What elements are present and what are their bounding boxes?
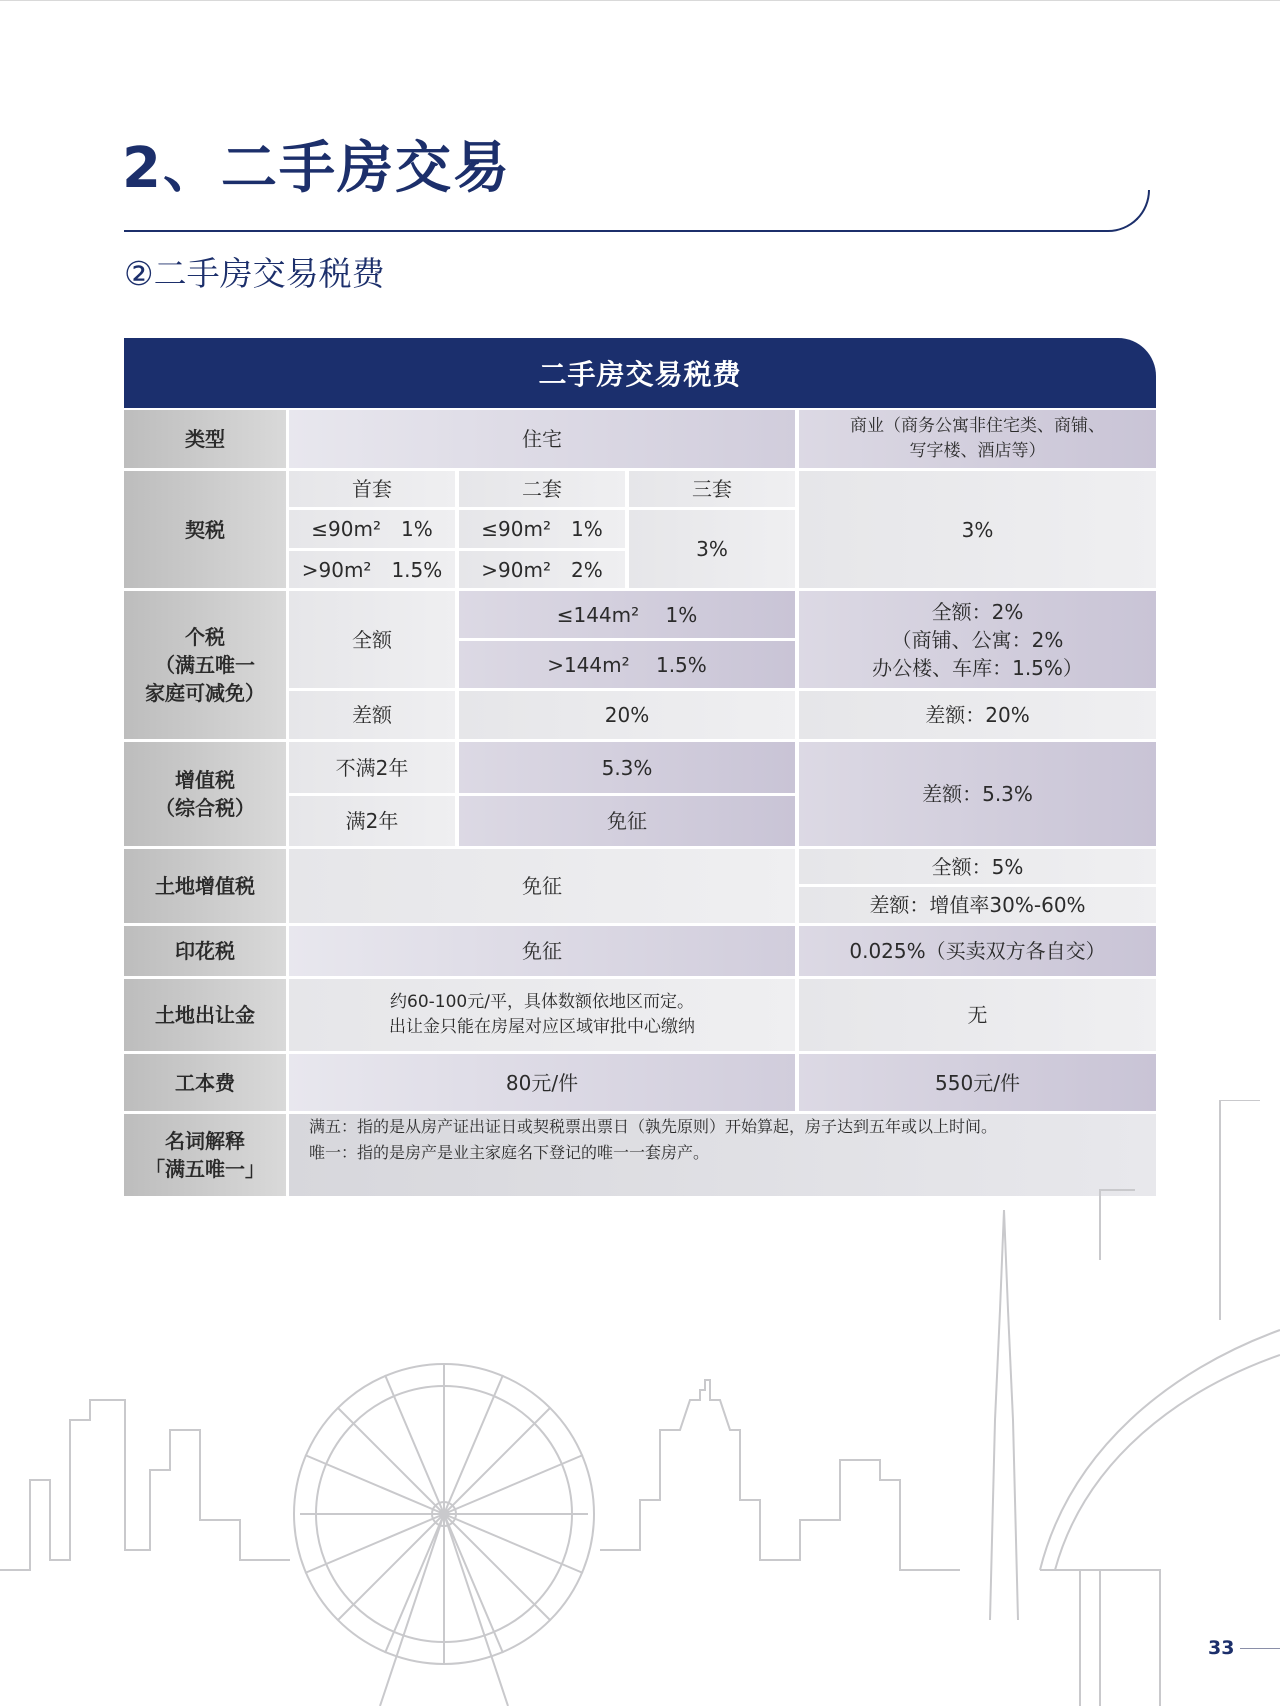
glossary-line-man-wu: 满五：指的是从房产证出证日或契税票出票日（孰先原则）开始算起，房子达到五年或以上时间。 [309,1117,998,1136]
land-fee-residential [289,979,795,1051]
label-stamp-tax: 印花税 [124,926,286,976]
title-underline [124,190,1150,232]
income-commercial-full-line1: 全额：2% [931,599,1024,624]
glossary-label-line1: 名词解释 [165,1129,245,1153]
deed-second-le90: ≤90m² 1% [459,510,625,548]
label-land-vat: 土地增值税 [124,849,286,923]
vat-label-line2: （综合税） [155,796,255,820]
deed-third-value: 3% [629,510,795,588]
vat-commercial: 差额：5.3% [799,742,1156,846]
income-full-label: 全额 [289,591,455,688]
label-type: 类型 [124,410,286,468]
city-skyline-illustration [0,1100,1280,1706]
income-commercial-full-line2: （商铺、公寓：2% [891,627,1064,652]
land-fee-commercial: 无 [799,979,1156,1051]
type-residential: 住宅 [289,410,795,468]
vat-label-line1: 增值税 [175,768,235,792]
section-subtitle: ②二手房交易税费 [124,254,385,293]
deed-commercial-value: 3% [799,471,1156,588]
deed-first-le90: ≤90m² 1% [289,510,455,548]
type-commercial-line1: 商业（商务公寓非住宅类、商铺、 [850,416,1105,436]
glossary-line-wei-yi: 唯一：指的是房产是业主家庭名下登记的唯一一套房产。 [309,1143,710,1162]
income-tax-label-line2: （满五唯一 [155,653,255,677]
income-diff-label: 差额 [289,691,455,739]
vat-under2-label: 不满2年 [289,742,455,793]
work-fee-commercial: 550元/件 [799,1054,1156,1111]
income-commercial-diff: 差额：20% [799,691,1156,739]
land-vat-commercial-full: 全额：5% [799,849,1156,884]
table-header: 二手房交易税费 [124,338,1156,408]
label-land-fee: 土地出让金 [124,979,286,1051]
label-work-fee: 工本费 [124,1054,286,1111]
page-title: 2、二手房交易 [122,136,511,201]
page-number-rule [1240,1648,1280,1649]
label-income-tax [124,591,286,739]
glossary-label-line2: 「满五唯一」 [145,1157,265,1181]
label-vat [124,742,286,846]
vat-over2-value: 免征 [459,796,795,846]
vat-over2-label: 满2年 [289,796,455,846]
land-vat-residential: 免征 [289,849,795,923]
stamp-residential: 免征 [289,926,795,976]
vat-under2-value: 5.3% [459,742,795,793]
deed-second-header: 二套 [459,471,625,507]
land-vat-commercial-diff: 差额：增值率30%-60% [799,887,1156,923]
work-fee-residential: 80元/件 [289,1054,795,1111]
deed-first-header: 首套 [289,471,455,507]
income-full-le144: ≤144m² 1% [459,591,795,638]
land-fee-line1: 约60-100元/平，具体数额依地区而定。 [390,992,694,1012]
stamp-commercial: 0.025%（买卖双方各自交） [799,926,1156,976]
income-full-gt144: >144m² 1.5% [459,641,795,688]
deed-first-gt90: >90m² 1.5% [289,551,455,588]
page-number: 33 [1208,1637,1235,1659]
income-commercial-full-line3: 办公楼、车库：1.5%） [872,655,1083,680]
land-fee-line2: 出让金只能在房屋对应区域审批中心缴纳 [389,1017,695,1037]
deed-third-header: 三套 [629,471,795,507]
label-deed-tax: 契税 [124,471,286,588]
income-diff-value: 20% [459,691,795,739]
deed-second-gt90: >90m² 2% [459,551,625,588]
income-commercial-full [799,591,1156,688]
type-commercial [799,410,1156,468]
income-tax-label-line1: 个税 [185,625,225,649]
income-tax-label-line3: 家庭可减免） [145,681,265,705]
type-commercial-line2: 写字楼、酒店等） [909,441,1046,461]
top-rule [0,0,1280,1]
